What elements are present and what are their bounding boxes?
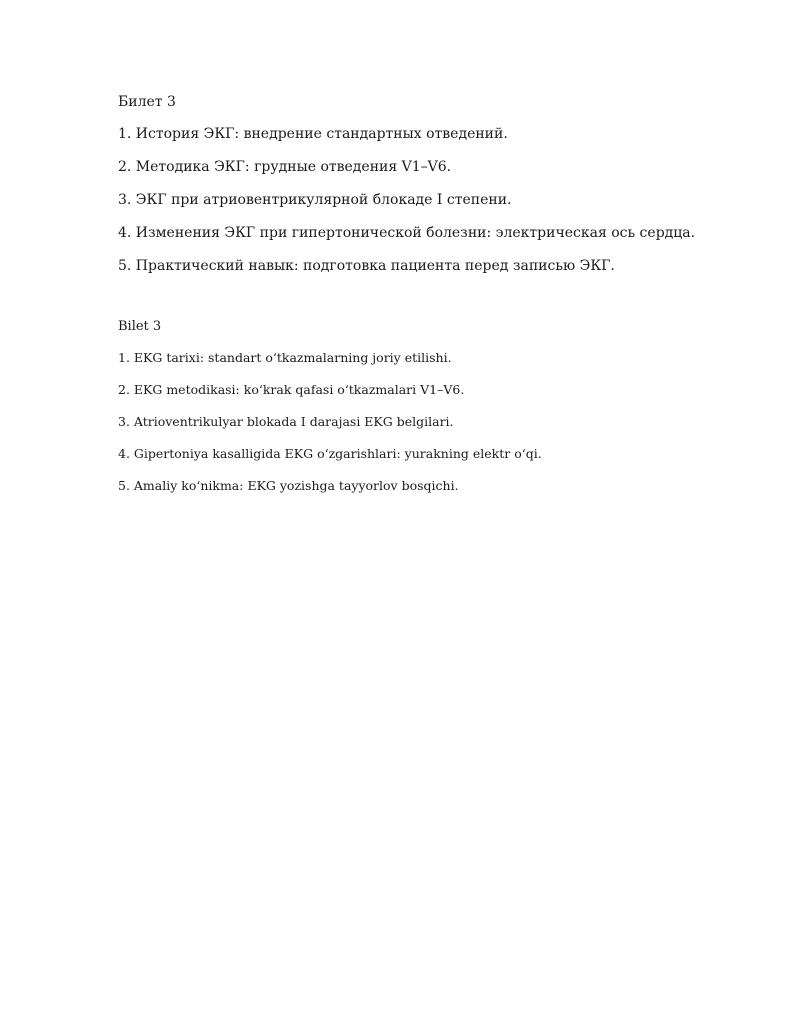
question-list-russian: [118, 125, 758, 276]
question-item: 5. Amaliy ko‘nikma: EKG yozishga tayyorlov bosqichi.: [118, 478, 459, 493]
question-item: 2. Методика ЭКГ: грудные отведения V1–V6.: [118, 159, 452, 175]
question-item: 3. Atrioventrikulyar blokada I darajasi EKG belgilari.: [118, 414, 454, 429]
ticket-heading-russian: Билет 3: [118, 94, 176, 110]
question-list-uzbek: [118, 349, 758, 494]
question-item: 2. EKG metodikasi: ko‘krak qafasi o‘tkazmalari V1–V6.: [118, 382, 465, 397]
question-item: 1. EKG tarixi: standart o‘tkazmalarning joriy etilishi.: [118, 350, 452, 365]
question-item: 4. Gipertoniya kasalligida EKG o‘zgarishlari: yurakning elektr o‘qi.: [118, 446, 542, 461]
question-item: 5. Практический навык: подготовка пациента перед записью ЭКГ.: [118, 258, 615, 274]
question-item: 4. Изменения ЭКГ при гипертонической болезни: электрическая ось сердца.: [118, 225, 696, 241]
ticket-section-uzbek: [118, 318, 758, 509]
ticket-heading-uzbek: Bilet 3: [118, 319, 162, 334]
question-item: 1. История ЭКГ: внедрение стандартных отведений.: [118, 126, 508, 142]
question-item: 3. ЭКГ при атриовентрикулярной блокаде I степени.: [118, 192, 512, 208]
ticket-section-russian: [118, 93, 758, 290]
